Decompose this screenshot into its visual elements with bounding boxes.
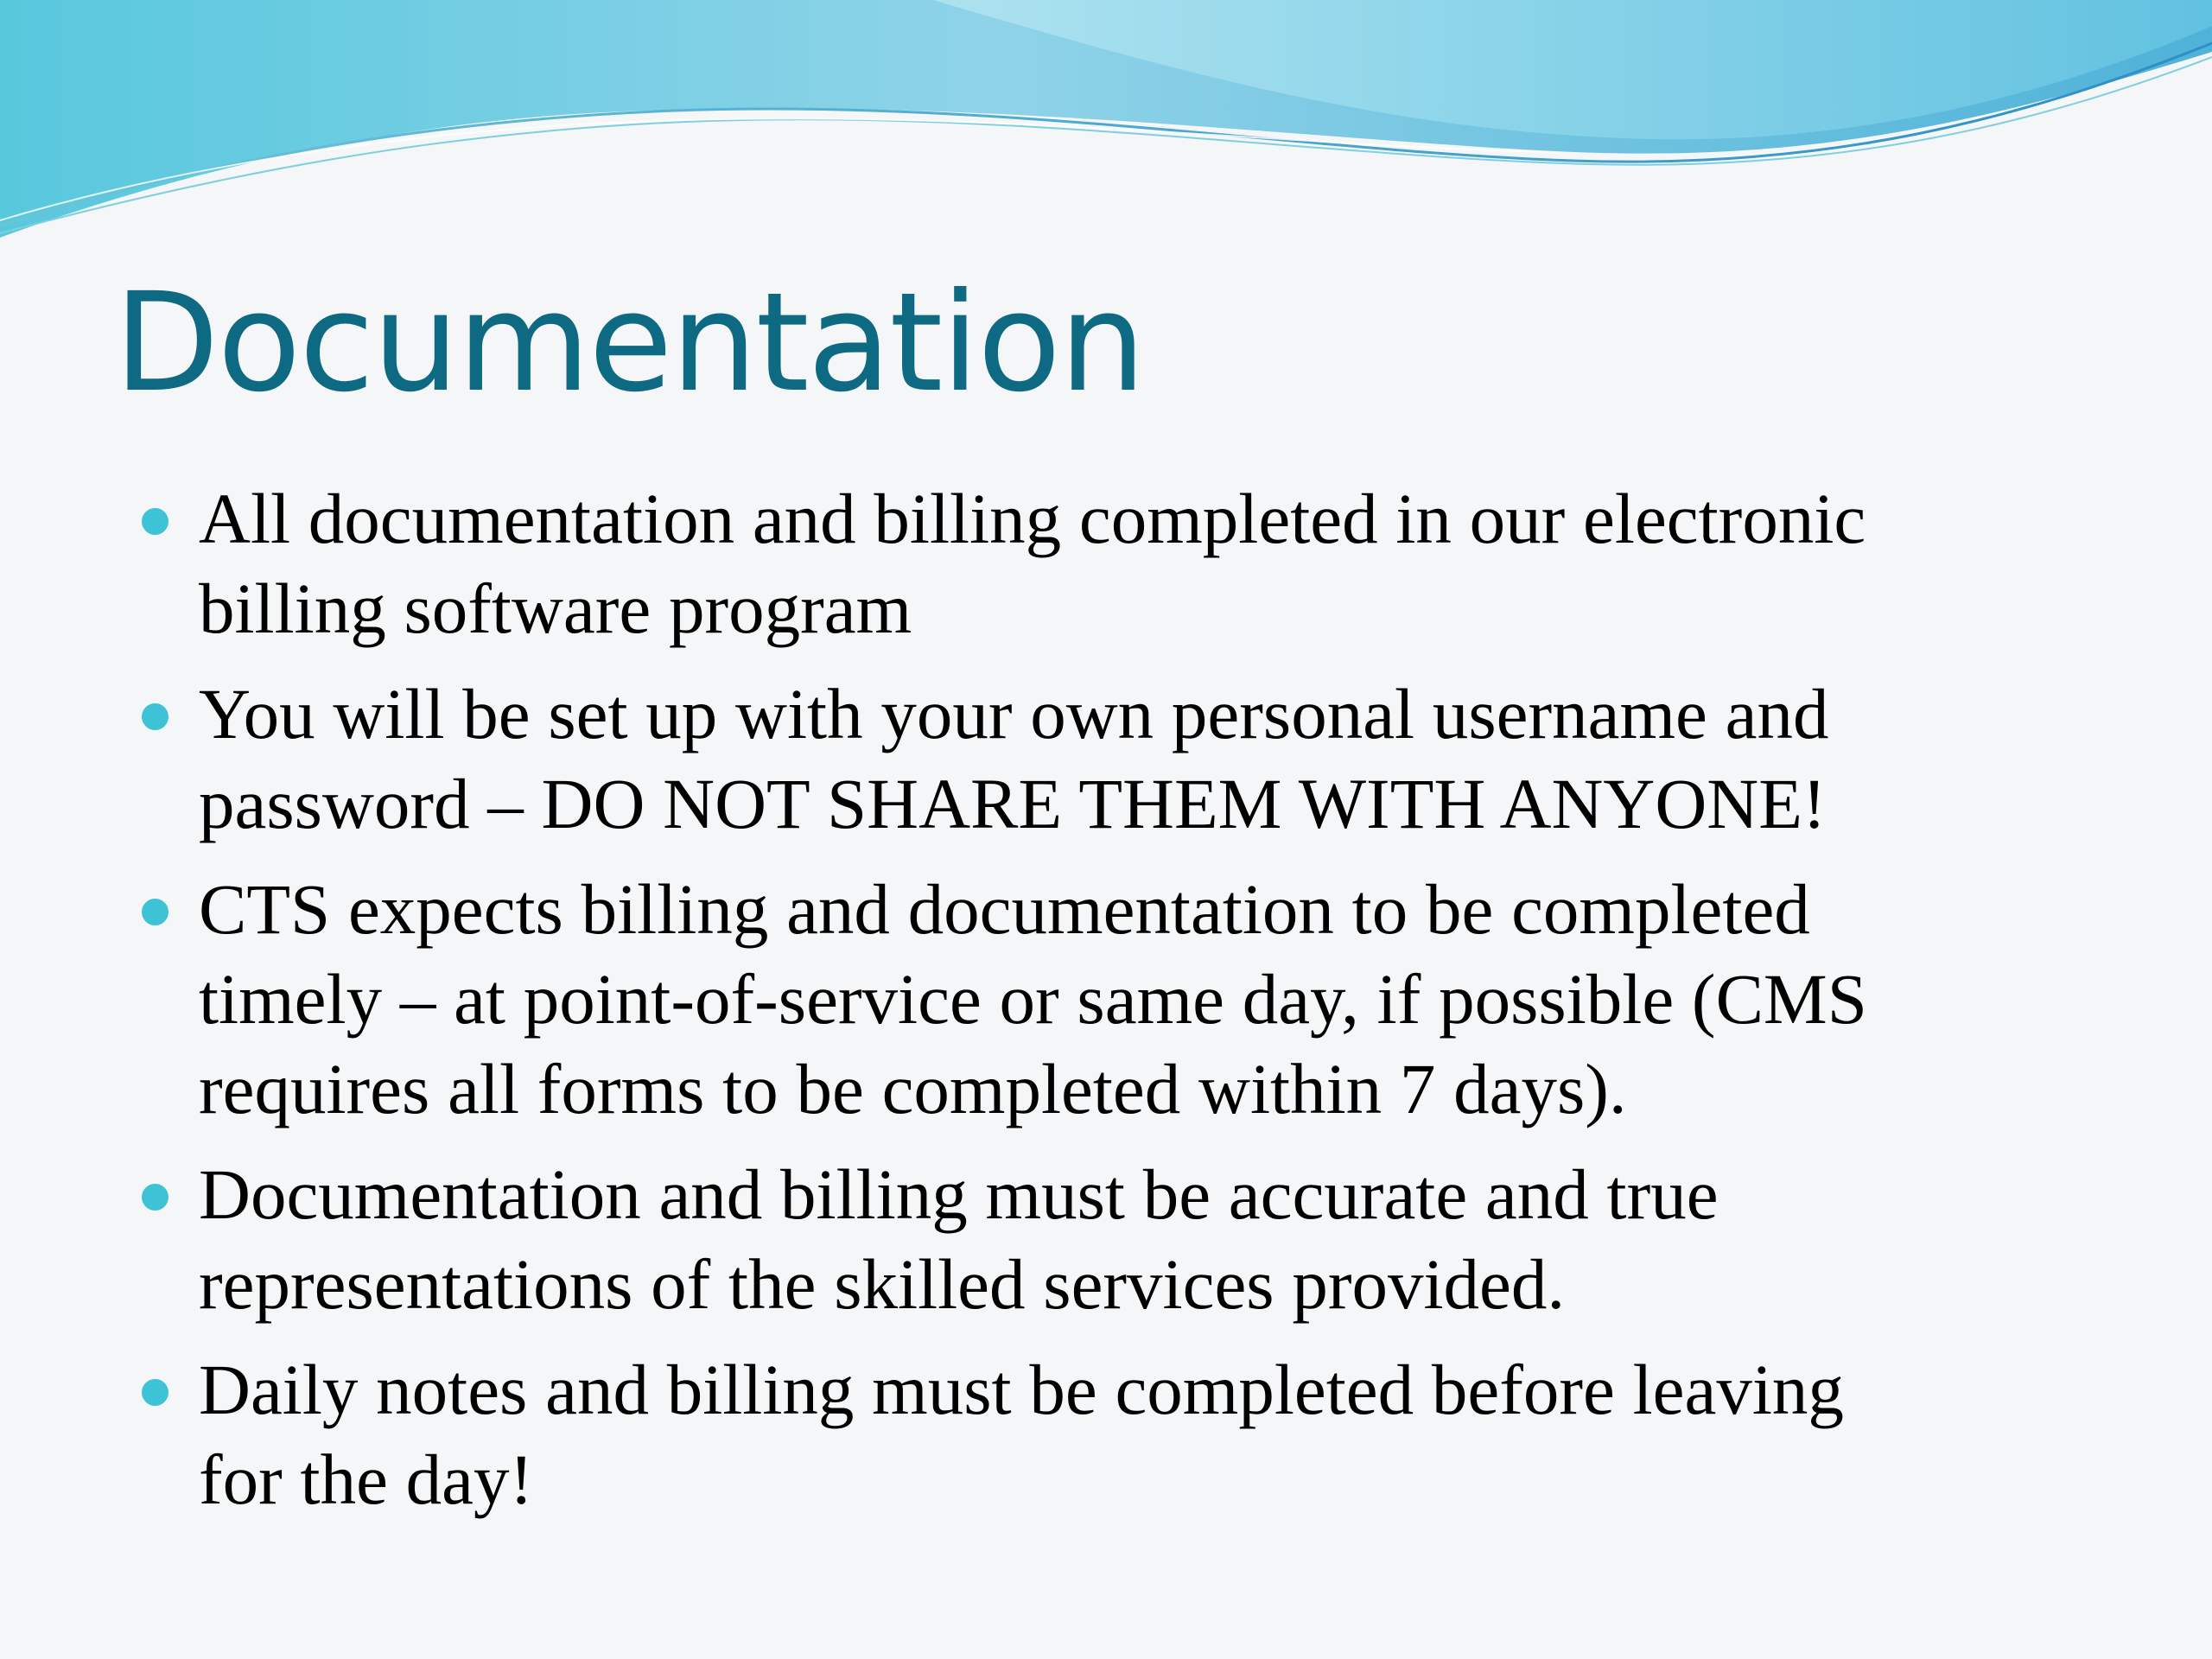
bullet-item bbox=[130, 669, 2117, 849]
bullet-item bbox=[130, 864, 2117, 1134]
bullet-text-line: requires all forms to be completed within 7 days). bbox=[199, 1049, 1627, 1128]
bullet-text-line: Daily notes and billing must be completed before leaving bbox=[199, 1350, 1844, 1429]
bullet-text-line: Documentation and billing must be accurate and true bbox=[199, 1154, 1719, 1234]
bullet-item bbox=[130, 474, 2117, 653]
bullet-list bbox=[130, 474, 2117, 1540]
bullet-text-line: password – DO NOT SHARE THEM WITH ANYONE! bbox=[199, 764, 1827, 843]
bullet-text-line: CTS expects billing and documentation to be completed bbox=[199, 869, 1810, 949]
bullet-text-line: All documentation and billing completed in our electronic bbox=[199, 479, 1866, 558]
bullet-text-line: billing software program bbox=[199, 569, 912, 648]
bullet-text-line: for the day! bbox=[199, 1440, 534, 1519]
bullet-item bbox=[130, 1149, 2117, 1329]
slide-title: Documentation bbox=[114, 264, 1145, 423]
bullet-text-line: representations of the skilled services provided. bbox=[199, 1244, 1566, 1324]
bullet-item bbox=[130, 1344, 2117, 1524]
bullet-dot-icon bbox=[142, 1184, 168, 1211]
bullet-dot-icon bbox=[142, 899, 168, 925]
bullet-text-line: timely – at point-of-service or same day, if possible (CMS bbox=[199, 959, 1867, 1039]
bullet-text-line: You will be set up with your own personal username and bbox=[199, 674, 1829, 753]
bullet-dot-icon bbox=[142, 508, 168, 535]
bullet-dot-icon bbox=[142, 1379, 168, 1406]
bullet-dot-icon bbox=[142, 703, 168, 730]
decorative-wave-header bbox=[0, 0, 2212, 259]
